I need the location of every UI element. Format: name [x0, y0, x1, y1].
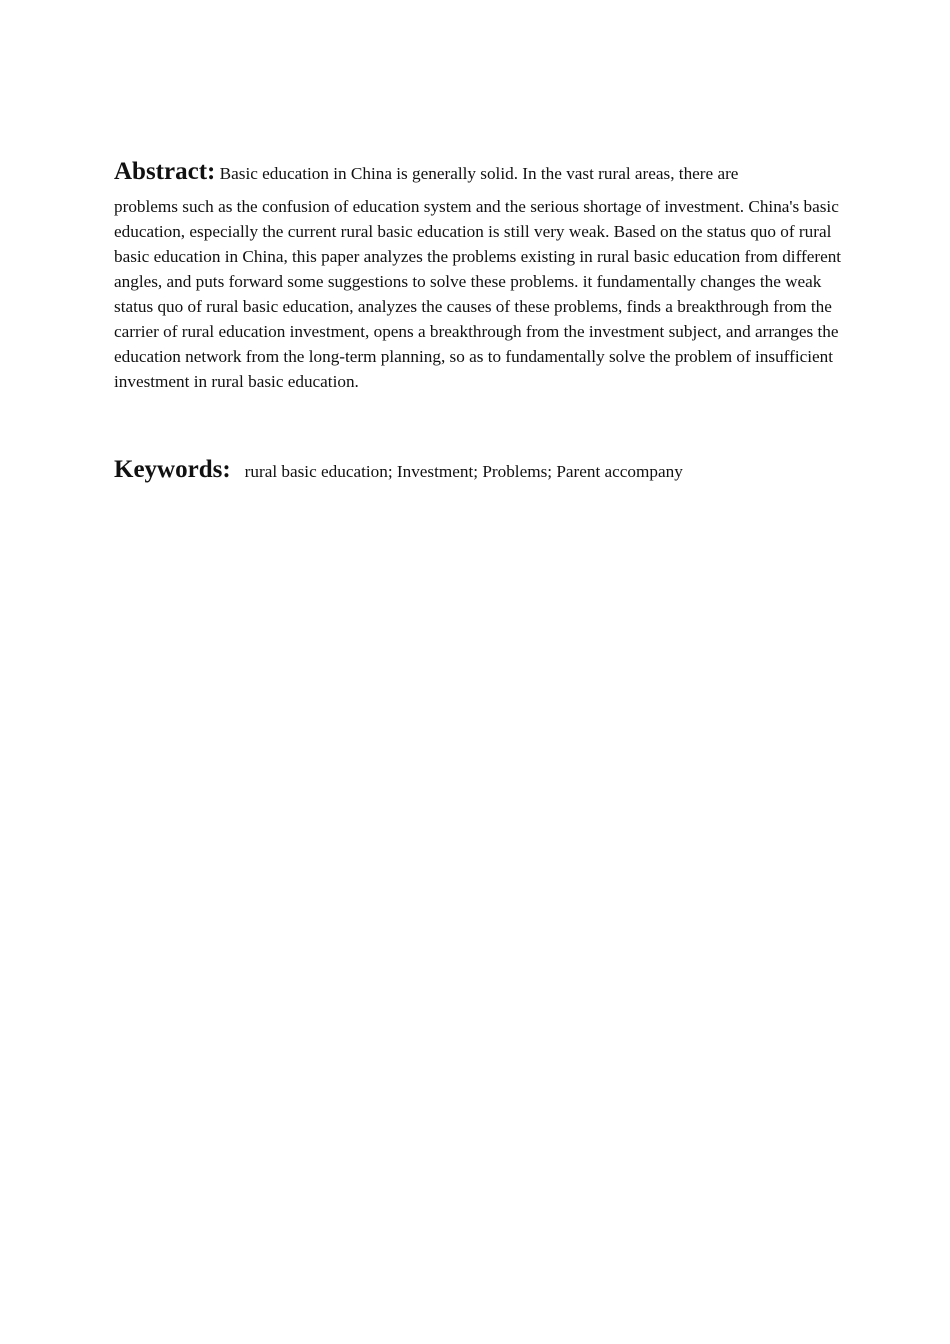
abstract-body: problems such as the confusion of education system and the serious shortage of investment. China's basic education, especially the current rural basic education is still very weak. Based on the status quo of rural basic education in China, this paper analyzes the problems existing in rural basic education from different angles, and puts forward some suggestions to solve these problems. it fundamentally changes the weak status quo of rural basic education, analyzes the causes of these problems, finds a breakthrough from the carrier of rural education investment, opens a breakthrough from the investment subject, and arranges the education network from the long-term planning, so as to fundamentally solve the problem of insufficient investment in rural basic education.	[114, 197, 842, 391]
abstract-first-line-text: Basic education in China is generally solid. In the vast rural areas, there are	[215, 164, 739, 183]
keywords-section	[114, 450, 864, 492]
abstract-heading: Abstract:	[114, 158, 216, 185]
keywords-text: rural basic education; Investment; Problems; Parent accompany	[244, 462, 683, 481]
keywords-heading: Keywords:	[114, 456, 231, 483]
abstract-first-line	[114, 150, 864, 194]
abstract-section	[114, 150, 864, 394]
